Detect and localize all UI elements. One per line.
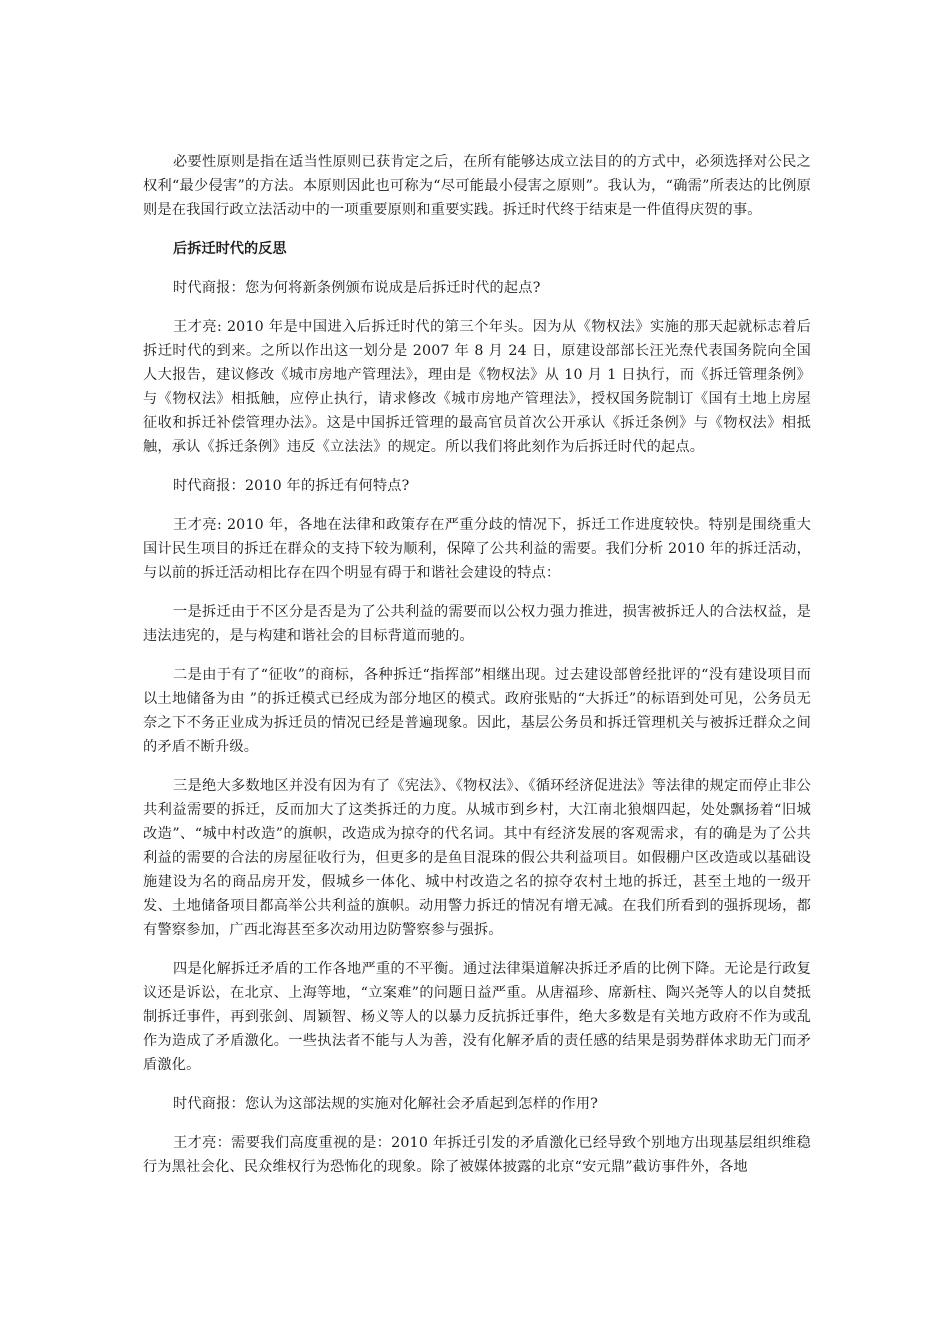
section-heading: 后拆迁时代的反思 [173,241,287,257]
point-4: 四是化解拆迁矛盾的工作各地严重的不平衡。通过法律渠道解决拆迁矛盾的比例下降。无论是行政复议还是诉讼，在北京、上海等地，“立案难”的问题日益严重。从唐福珍、席新柱、陶兴尧等人的以自焚抵制拆迁事件，再到张剑、周颖智、杨义等人的以暴力反抗拆迁事件，绝大多数是有关地方政府不作为或乱作为造成了矛盾激化。一些执法者不能与人为善，没有化解矛盾的责任感的结果是弱势群体求助无门而矛盾激化。 [143,961,811,1073]
answer-2-intro: 王才亮: 2010 年，各地在法律和政策存在严重分歧的情况下，拆迁工作进度较快。特别是围绕重大国计民生项目的拆迁在群众的支持下较为顺利，保障了公共利益的需要。我们分析 2010 年的拆迁活动，与以前的拆迁活动相比存在四个明显有碍于和谐社会建设的特点： [143,517,811,581]
document-page [143,150,811,1194]
point-1: 一是拆迁由于不区分是否是为了公共利益的需要而以公权力强力推进，损害被拆迁人的合法权益，是违法违宪的，是与构建和谐社会的目标背道而驰的。 [143,604,811,644]
answer-1: 王才亮: 2010 年是中国进入后拆迁时代的第三个年头。因为从《物权法》实施的那天起就标志着后拆迁时代的到来。之所以作出这一划分是 2007 年 8 月 24 日，原建设部部长汪光焘代表国务院向全国人大报告，建议修改《城市房地产管理法》，理由是《物权法》从 10 月 1 日执行，而《拆迁管理条例》与《物权法》相抵触，应停止执行，请求修改《城市房地产管理法》，授权国务院制订《国有土地上房屋征收和拆迁补偿管理办法》。这是中国拆迁管理的最高官员首次公开承认《拆迁条例》与《物权法》相抵触，承认《拆迁条例》违反《立法法》的规定。所以我们将此刻作为后拆迁时代的起点。 [143,319,811,455]
paragraph-necessity-principle: 必要性原则是指在适当性原则已获肯定之后，在所有能够达成立法目的的方式中，必须选择对公民之权利“最少侵害”的方法。本原则因此也可称为“尽可能最小侵害之原则”。我认为，“确需”所表达的比例原则是在我国行政立法活动中的一项重要原则和重要实践。拆迁时代终于结束是一件值得庆贺的事。 [143,154,811,218]
question-3: 时代商报：您认为这部法规的实施对化解社会矛盾起到怎样的作用? [173,1096,599,1112]
answer-3: 王才亮：需要我们高度重视的是：2010 年拆迁引发的矛盾激化已经导致个别地方出现基层组织维稳行为黑社会化、民众维权行为恐怖化的现象。除了被媒体披露的北京“安元鼎”截访事件外，各地 [143,1135,811,1175]
point-3: 三是绝大多数地区并没有因为有了《宪法》、《物权法》、《循环经济促进法》等法律的规定而停止非公共利益需要的拆迁，反而加大了这类拆迁的力度。从城市到乡村，大江南北狼烟四起，处处飘扬着“旧城改造”、“城中村改造”的旗帜，改造成为掠夺的代名词。其中有经济发展的客观需求，有的确是为了公共利益的需要的合法的房屋征收行为，但更多的是鱼目混珠的假公共利益项目。如假棚户区改造或以基础设施建设为名的商品房开发，假城乡一体化、城中村改造之名的掠夺农村土地的拆迁，甚至土地的一级开发、土地储备项目都高举公共利益的旗帜。动用警力拆迁的情况有增无减。在我们所看到的强拆现场，都有警察参加，广西北海甚至多次动用边防警察参与强拆。 [143,778,811,938]
question-1: 时代商报：您为何将新条例颁布说成是后拆迁时代的起点? [173,280,541,296]
point-2: 二是由于有了“征收”的商标，各种拆迁“指挥部”相继出现。过去建设部曾经批评的“没有建设项目而以土地储备为由 ”的拆迁模式已经成为部分地区的模式。政府张贴的“大拆迁”的标语到处可见，公务员无奈之下不务正业成为拆迁员的情况已经是普遍现象。因此，基层公务员和拆迁管理机关与被拆迁群众之间的矛盾不断升级。 [143,667,811,755]
question-2: 时代商报：2010 年的拆迁有何特点? [173,478,410,494]
